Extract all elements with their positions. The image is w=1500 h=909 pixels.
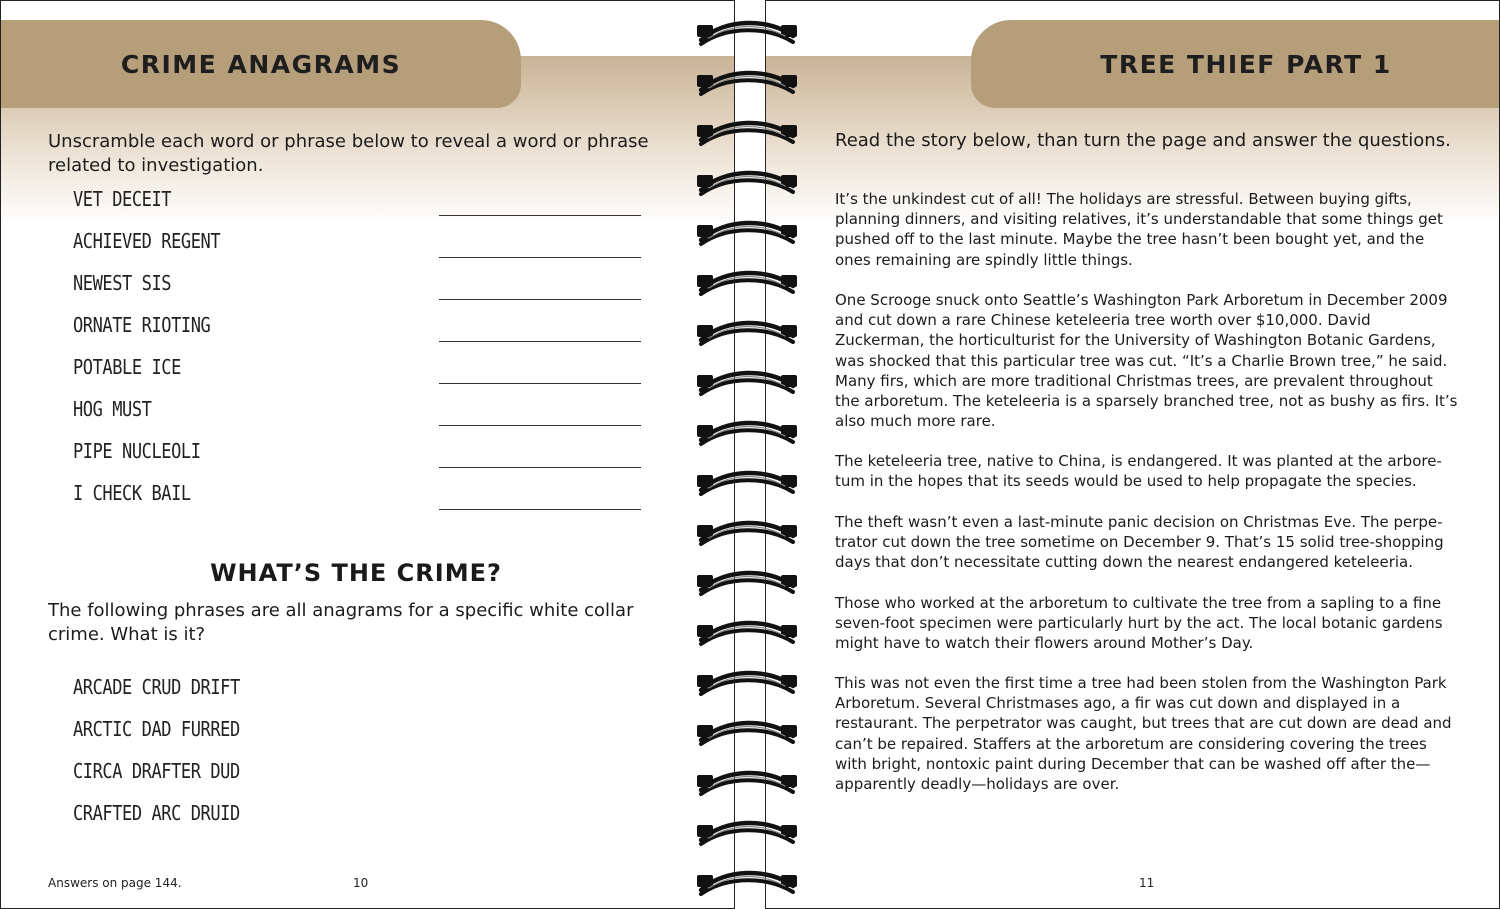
binding-ring: [695, 614, 799, 648]
anagram-word: I CHECK BAIL: [73, 481, 191, 505]
binding-ring: [695, 514, 799, 548]
binding-ring: [695, 64, 799, 98]
spiral-binding: [695, 0, 799, 909]
story-paragraph: This was not even the first time a tree had been stolen from the Washington Park Arboretum. Several Christmases ago, a fir was cut down and displayed in a restaurant. The perpetrator was caught, but trees that are cut down are dead and can’t be repaired. Staffers at the arboretum are considering covering the trees with bright, nontoxic paint during December that can be washed off after the—apparently deadly—holidays are over.: [835, 674, 1452, 794]
anagram-word: PIPE NUCLEOLI: [73, 439, 201, 463]
crime-anagram: ARCTIC DAD FURRED: [73, 717, 240, 741]
anagram-word: VET DECEIT: [73, 187, 172, 211]
right-page: [765, 0, 1500, 909]
story-paragraph: It’s the unkindest cut of all! The holidays are stressful. Between buying gifts, planning dinners, and visiting relatives, it’s understandable that some things get pushed off to the last minute. Maybe the tree hasn’t been bought yet, and the ones remaining are spindly little things.: [835, 190, 1443, 269]
answer-line[interactable]: [439, 425, 641, 426]
binding-ring: [695, 764, 799, 798]
anagram-word: NEWEST SIS: [73, 271, 172, 295]
binding-ring: [695, 814, 799, 848]
crime-anagram: ARCADE CRUD DRIFT: [73, 675, 240, 699]
binding-ring: [695, 864, 799, 898]
answer-line[interactable]: [439, 341, 641, 342]
answer-line[interactable]: [439, 509, 641, 510]
answer-line[interactable]: [439, 467, 641, 468]
answer-line[interactable]: [439, 299, 641, 300]
binding-ring: [695, 14, 799, 48]
left-page: [0, 0, 735, 909]
page-number: 10: [353, 876, 369, 890]
anagram-word: ACHIEVED REGENT: [73, 229, 221, 253]
story-paragraph: The keteleeria tree, native to China, is endangered. It was planted at the arbore-tum in the hopes that its seeds would be used to help propagate the species.: [835, 452, 1442, 491]
story-paragraph: One Scrooge snuck onto Seattle’s Washington Park Arboretum in December 2009 and cut down a rare Chinese keteleeria tree worth over $10,000. David Zuckerman, the horticulturist for the University of Washington Botanic Gardens, was shocked that this particular tree was cut. “It’s a Charlie Brown tree,” he said. Many firs, which are more traditional Christmas trees, are prevalent throughout the arboretum. The keteleeria is a sparsely branched tree, not as bushy as firs. It’s also much more rare.: [835, 291, 1458, 431]
left-page-title: CRIME ANAGRAMS: [120, 49, 402, 79]
crime-anagram: CRAFTED ARC DRUID: [73, 801, 240, 825]
story-instructions: Read the story below, than turn the page and answer the questions.: [835, 130, 1451, 151]
binding-ring: [695, 714, 799, 748]
binding-ring: [695, 264, 799, 298]
binding-ring: [695, 314, 799, 348]
answers-note: Answers on page 144.: [48, 876, 182, 890]
story-paragraph: Those who worked at the arboretum to cultivate the tree from a sapling to a fine seven-foot specimen were particularly hurt by the act. The local botanic gardens might have to watch their flowers around Mother’s Day.: [835, 594, 1443, 653]
answer-line[interactable]: [439, 383, 641, 384]
anagram-instructions: Unscramble each word or phrase below to reveal a word or phrase related to investigation.: [48, 131, 649, 176]
binding-ring: [695, 364, 799, 398]
binding-ring: [695, 564, 799, 598]
answer-line[interactable]: [439, 257, 641, 258]
binding-ring: [695, 164, 799, 198]
right-title-tab: [971, 20, 1500, 108]
crime-instructions: The following phrases are all anagrams for a specific white collar crime. What is it?: [48, 600, 634, 645]
left-title-tab: [0, 20, 521, 108]
right-page-title: TREE THIEF PART 1: [1100, 49, 1392, 79]
binding-ring: [695, 114, 799, 148]
anagram-word: POTABLE ICE: [73, 355, 181, 379]
binding-ring: [695, 664, 799, 698]
binding-ring: [695, 414, 799, 448]
anagram-word: HOG MUST: [73, 397, 152, 421]
binding-ring: [695, 464, 799, 498]
crime-anagram: CIRCA DRAFTER DUD: [73, 759, 240, 783]
page-number: 11: [1139, 876, 1155, 890]
story-paragraph: The theft wasn’t even a last-minute panic decision on Christmas Eve. The perpe-trator cut down the tree sometime on December 9. That’s 15 solid tree-shopping days that don’t necessitate cutting down the nearest endangered keteleeria.: [835, 513, 1444, 572]
whats-the-crime-heading: WHAT’S THE CRIME?: [210, 559, 502, 587]
answer-line[interactable]: [439, 215, 641, 216]
anagram-word: ORNATE RIOTING: [73, 313, 211, 337]
binding-ring: [695, 214, 799, 248]
